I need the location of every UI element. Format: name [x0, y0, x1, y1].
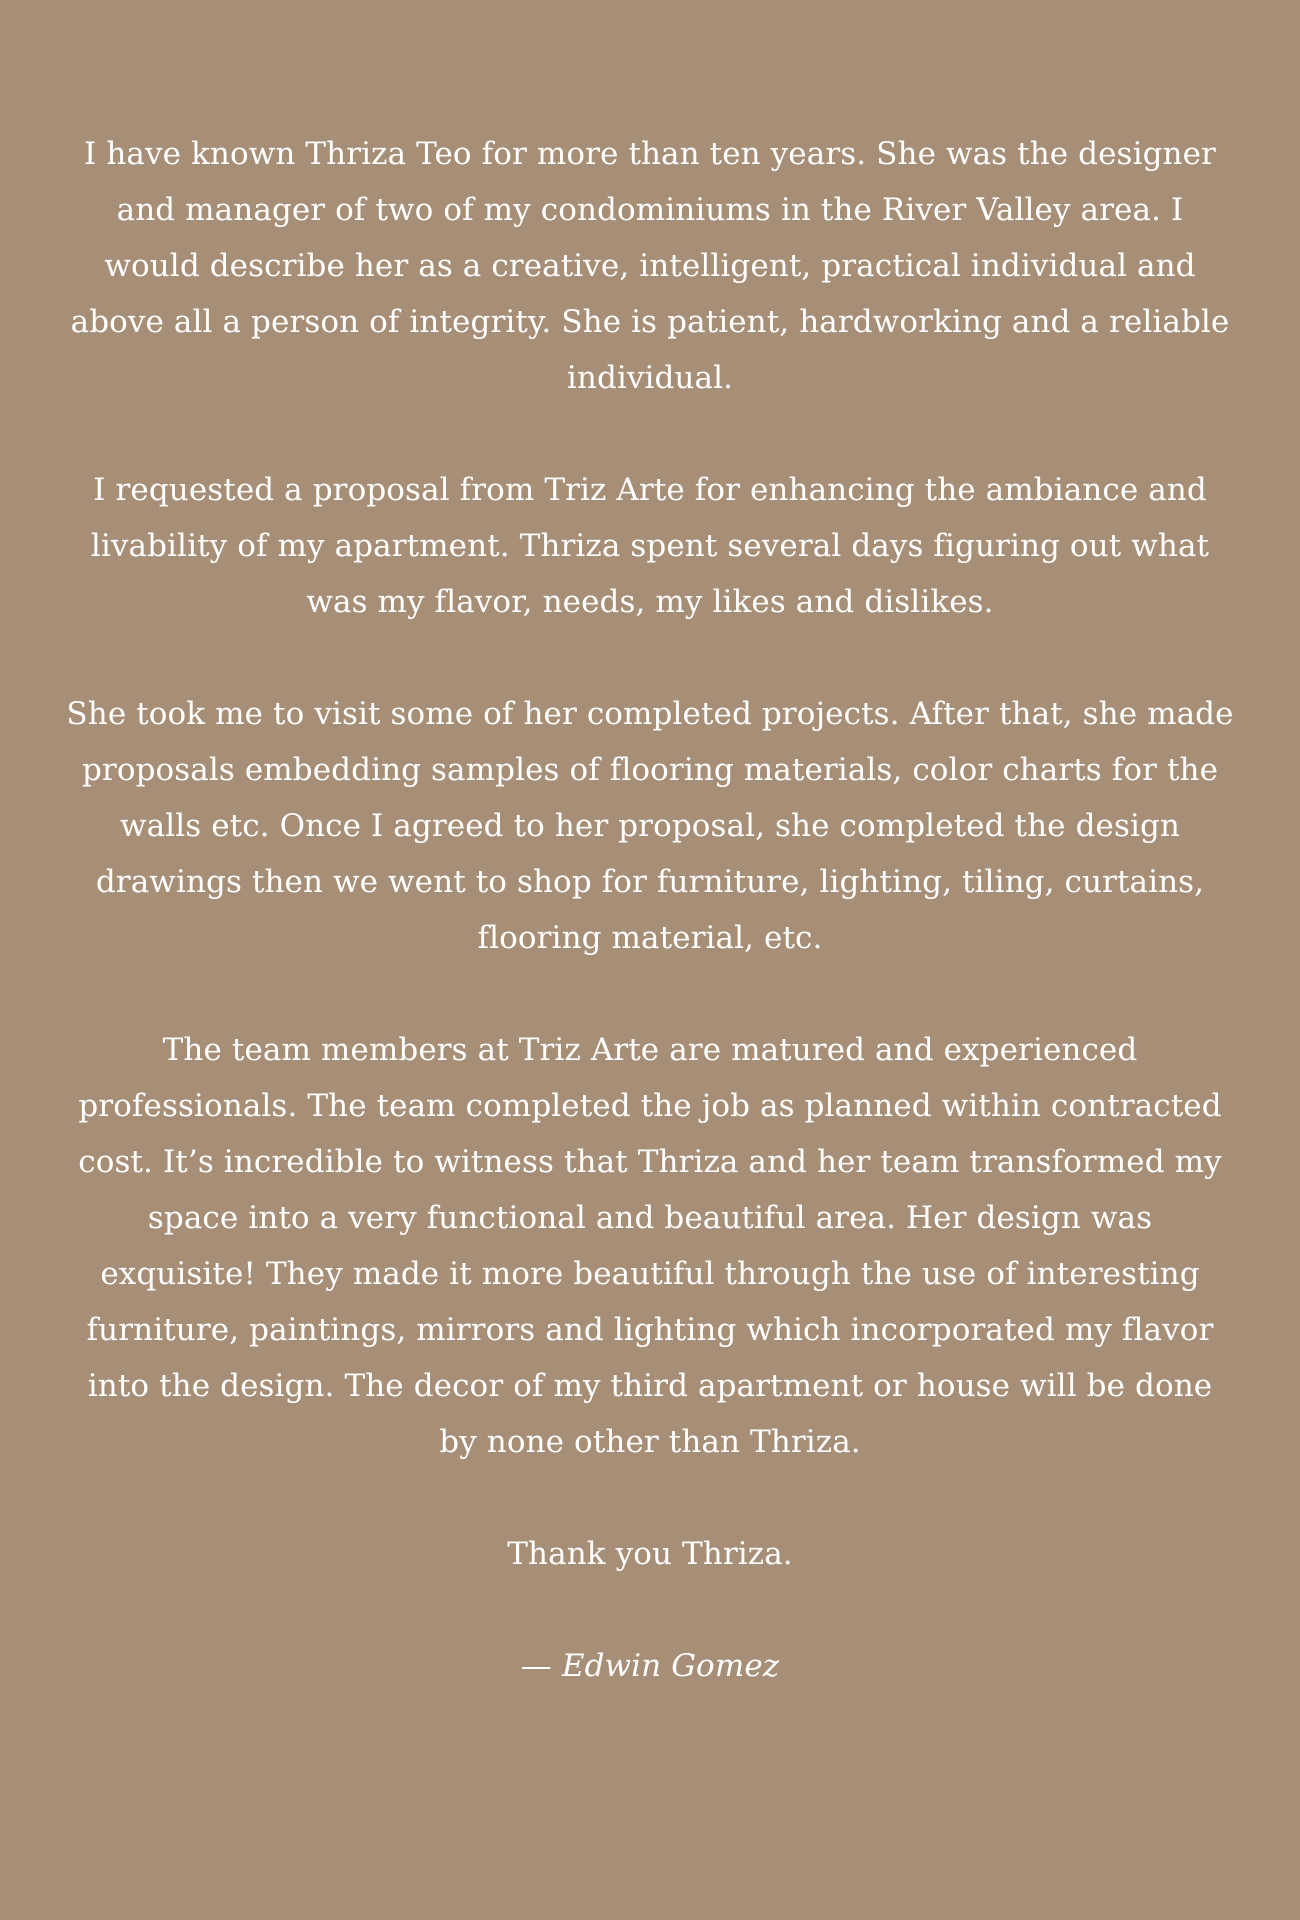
testimonial-body: [66, 126, 1234, 1694]
testimonial-paragraph-1: I have known Thriza Teo for more than ten years. She was the designer and manager of two of my condominiums in the River Valley area. I would describe her as a creative, intelligent, practical individual and above all a person of integrity. She is patient, hardworking and a reliable individual.: [70, 136, 1230, 396]
testimonial-signature: — Edwin Gomez: [520, 1648, 780, 1684]
testimonial-paragraph-4: The team members at Triz Arte are matured and experienced professionals. The team completed the job as planned within contracted cost. It’s incredible to witness that Thriza and her team transformed my space into a very functional and beautiful area. Her design was exquisite! They made it more beautiful through the use of interesting furniture, paintings, mirrors and lighting which incorporated my flavor into the design. The decor of my third apartment or house will be done by none other than Thriza.: [78, 1032, 1222, 1460]
testimonial-thanks: Thank you Thriza.: [507, 1536, 793, 1572]
testimonial-paragraph-2: I requested a proposal from Triz Arte for enhancing the ambiance and livability of my apartment. Thriza spent several days figuring out what was my flavor, needs, my likes and dislikes.: [90, 472, 1210, 620]
testimonial-paragraph-3: She took me to visit some of her completed projects. After that, she made proposals embedding samples of flooring materials, color charts for the walls etc. Once I agreed to her proposal, she completed the design drawings then we went to shop for furniture, lighting, tiling, curtains, flooring material, etc.: [66, 696, 1234, 956]
